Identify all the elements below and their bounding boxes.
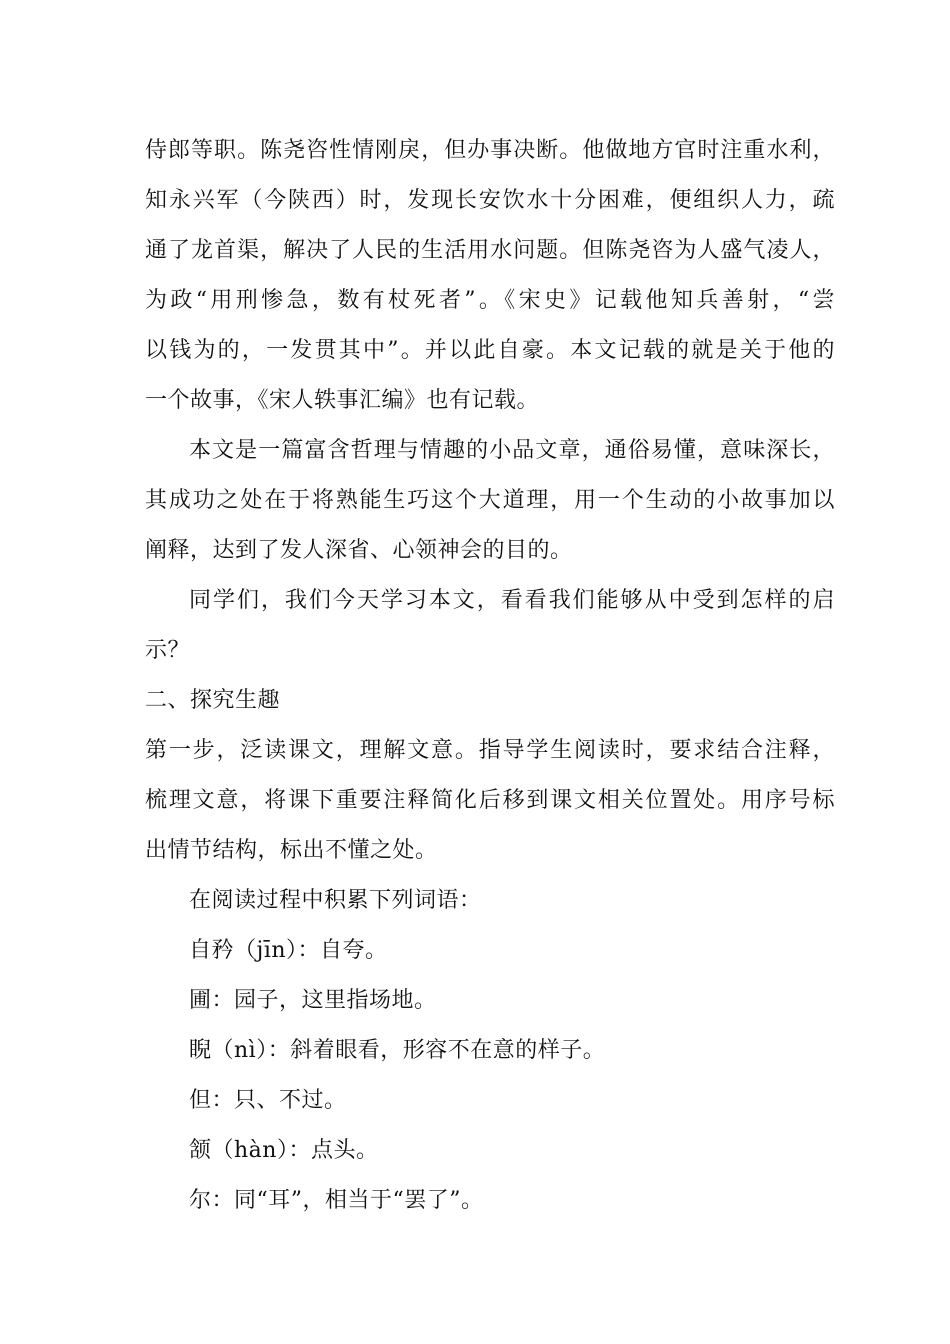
text-line: 阐释，达到了发人深省、心领神会的目的。 — [145, 538, 573, 563]
vocab-item: 但：只、不过。 — [189, 1088, 347, 1113]
text-line: 为政“用刑惨急，数有杖死者”。《宋史》记载他知兵善射，“尝 — [145, 288, 835, 313]
paragraph-background — [145, 126, 835, 426]
vocab-item: 睨（nì）：斜着眼看，形容不在意的样子。 — [189, 1038, 606, 1063]
vocab-item: 尔：同“耳”，相当于“罢了”。 — [189, 1188, 484, 1213]
paragraph-question — [145, 576, 835, 676]
text-line: 示？ — [145, 638, 191, 663]
paragraph-summary — [145, 426, 835, 576]
paragraph-step-one — [145, 726, 835, 876]
text-line: 第一步，泛读课文，理解文意。指导学生阅读时，要求结合注释， — [145, 738, 835, 763]
section-heading: 二、探究生趣 — [145, 688, 281, 713]
vocab-item: 颔（hàn）：点头。 — [189, 1138, 379, 1163]
vocab-item: 圃：园子，这里指场地。 — [189, 988, 437, 1013]
vocab-intro: 在阅读过程中积累下列词语： — [189, 888, 482, 913]
text-line: 一个故事，《宋人轶事汇编》也有记载。 — [145, 388, 540, 413]
text-line: 梳理文意，将课下重要注释简化后移到课文相关位置处。用序号标 — [145, 788, 835, 813]
text-line: 以钱为的，一发贯其中”。并以此自豪。本文记载的就是关于他的 — [145, 338, 835, 363]
vocab-list — [145, 926, 835, 1226]
text-line: 其成功之处在于将熟能生巧这个大道理，用一个生动的小故事加以 — [145, 488, 835, 513]
text-line: 本文是一篇富含哲理与情趣的小品文章，通俗易懂，意味深长， — [189, 438, 835, 463]
vocab-item: 自矜（jīn）：自夸。 — [189, 938, 388, 963]
text-line: 出情节结构，标出不懂之处。 — [145, 838, 438, 863]
text-line: 通了龙首渠，解决了人民的生活用水问题。但陈尧咨为人盛气凌人， — [145, 238, 835, 263]
document-body — [145, 126, 835, 1226]
text-line: 知永兴军（今陕西）时，发现长安饮水十分困难，便组织人力，疏 — [145, 188, 835, 213]
text-line: 侍郎等职。陈尧咨性情刚戾，但办事决断。他做地方官时注重水利， — [145, 138, 835, 163]
text-line: 同学们，我们今天学习本文，看看我们能够从中受到怎样的启 — [189, 588, 835, 613]
